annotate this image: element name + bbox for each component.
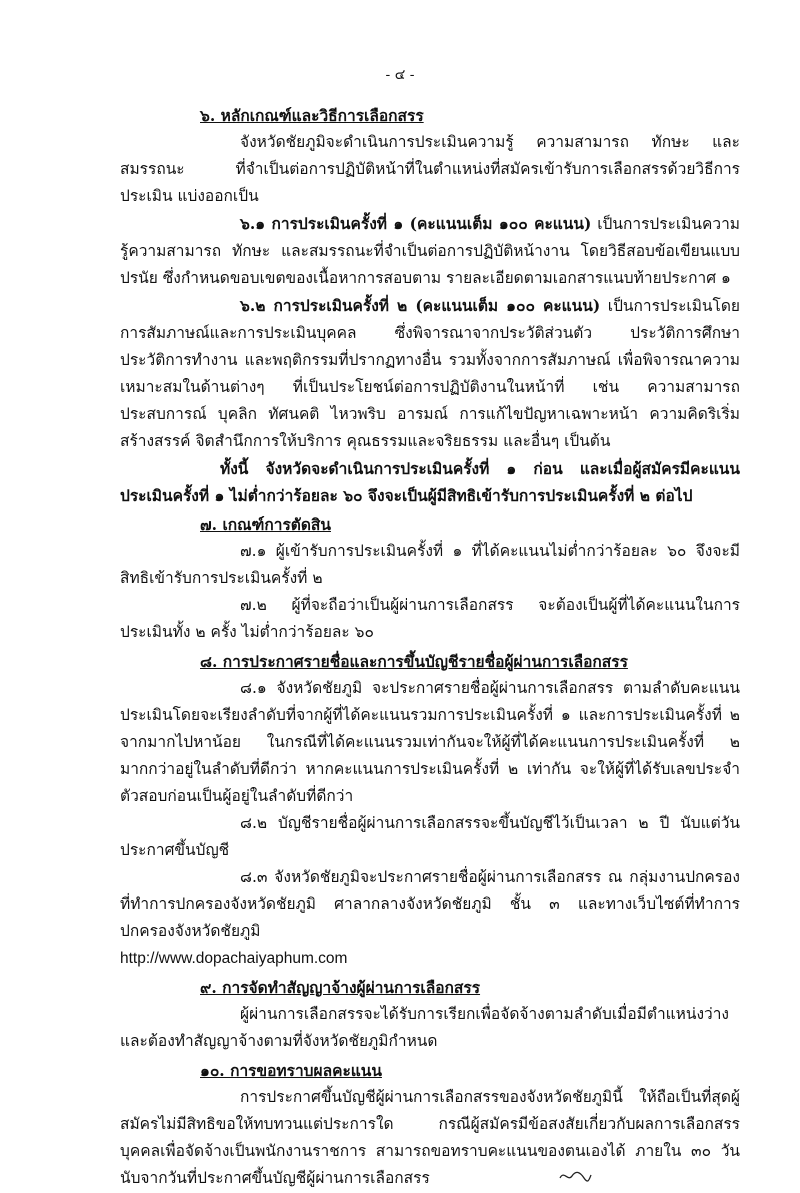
section-6-1-paragraph	[120, 210, 740, 292]
section-9-heading: ๙. การจัดทำสัญญาจ้างผู้ผ่านการเลือกสรร	[200, 978, 481, 997]
signature-mark	[438, 1166, 592, 1193]
section-7-2-paragraph: ๗.๒ ผู้ที่จะถือว่าเป็นผู้ผ่านการเลือกสรร จะต้องเป็นผู้ที่ได้คะแนนในการประเมินทั้ง ๒ ครั้ง ไม่ต่ำกว่าร้อยละ ๖๐	[120, 596, 740, 641]
section-6-1-text: เป็นการประเมินความรู้ความสามารถ ทักษะ และสมรรถนะที่จำเป็นต่อการปฏิบัติหน้างาน โดยวิธีสอบข้อเขียนแบบปรนัย ซึ่งกำหนดขอบเขตของเนื้อหาการสอบตาม รายละเอียดตามเอกสารแนบท้ายประกาศ ๑	[120, 215, 740, 287]
section-8-1-paragraph: ๘.๑ จังหวัดชัยภูมิ จะประกาศรายชื่อผู้ผ่านการเลือกสรร ตามลำดับคะแนนประเมินโดยจะเรียงลำดับที่จากผู้ที่ได้คะแนนรวมการประเมินครั้งที่ ๑ และการประเมินครั้งที่ ๒ จากมากไปหาน้อย ในกรณีที่ได้คะแนนรวมเท่ากันจะให้ผู้ที่ได้คะแนนการประเมินครั้งที่ ๒ มากกว่าอยู่ในลำดับที่ดีกว่า หากคะแนนการประเมินครั้งที่ ๒ เท่ากัน จะให้ผู้ที่ได้รับเลขประจำตัวสอบก่อนเป็นผู้อยู่ในลำดับที่ดีกว่า	[120, 679, 740, 805]
section-6-1-lead: ๖.๑ การประเมินครั้งที่ ๑ (คะแนนเต็ม ๑๐๐ คะแนน)	[240, 214, 592, 233]
section-10-text: การประกาศขึ้นบัญชีผู้ผ่านการเลือกสรรของจังหวัดชัยภูมินี้ ให้ถือเป็นที่สุดผู้สมัครไม่มีสิทธิขอให้ทบทวนแต่ประการใด กรณีผู้สมัครมีข้อสงสัยเกี่ยวกับผลการเลือกสรรบุคคลเพื่อจัดจ้างเป็นพนักงานราชการ สามารถขอทราบคะแนนของตนเองได้ ภายใน ๓๐ วัน นับจากวันที่ประกาศขึ้นบัญชีผู้ผ่านการเลือกสรร	[120, 1088, 740, 1187]
website-link[interactable]: http://www.dopachaiyaphum.com	[120, 950, 348, 967]
section-6-intro: จังหวัดชัยภูมิจะดำเนินการประเมินความรู้ ความสามารถ ทักษะ และสมรรถนะ ที่จำเป็นต่อการปฏิบัติหน้าที่ในตำแหน่งที่สมัครเข้ารับการเลือกสรรด้วยวิธีการประเมิน แบ่งออกเป็น	[120, 133, 740, 205]
section-7-1-paragraph: ๗.๑ ผู้เข้ารับการประเมินครั้งที่ ๑ ที่ได้คะแนนไม่ต่ำกว่าร้อยละ ๖๐ จึงจะมีสิทธิเข้ารับการประเมินครั้งที่ ๒	[120, 542, 740, 587]
section-10-heading: ๑๐. การขอทราบผลคะแนน	[200, 1061, 382, 1080]
page-number: - ๔ -	[385, 67, 415, 83]
section-6-note: ทั้งนี้ จังหวัดจะดำเนินการประเมินครั้งที่ ๑ ก่อน และเมื่อผู้สมัครมีคะแนนประเมินครั้งที่ ๑ ไม่ต่ำกว่าร้อยละ ๖๐ จึงจะเป็นผู้มีสิทธิเข้ารับการประเมินครั้งที่ ๒ ต่อไป	[120, 459, 740, 505]
section-6-2-text: เป็นการประเมินโดยการสัมภาษณ์และการประเมินบุคคล ซึ่งพิจารณาจากประวัติส่วนตัว ประวัติการศึกษา ประวัติการทำงาน และพฤติกรรมที่ปรากฏทางอื่น รวมทั้งจากการสัมภาษณ์ เพื่อพิจารณาความเหมาะสมในด้านต่างๆ ที่เป็นประโยชน์ต่อการปฏิบัติงานในหน้าที่ เช่น ความสามารถ ประสบการณ์ บุคลิก ทัศนคติ ไหวพริบ อารมณ์ การแก้ไขปัญหาเฉพาะหน้า ความคิดริเริ่มสร้างสรรค์ จิตสำนึกการให้บริการ คุณธรรมและจริยธรรม และอื่นๆ เป็นต้น	[120, 297, 740, 450]
section-10-paragraph	[120, 1084, 740, 1193]
section-8-heading: ๘. การประกาศรายชื่อและการขึ้นบัญชีรายชื่อผู้ผ่านการเลือกสรร	[200, 652, 628, 671]
document-body	[120, 102, 740, 1193]
section-6-2-paragraph	[120, 292, 740, 455]
section-6-2-lead: ๖.๒ การประเมินครั้งที่ ๒ (คะแนนเต็ม ๑๐๐ คะแนน)	[240, 296, 601, 315]
section-6-heading: ๖. หลักเกณฑ์และวิธีการเลือกสรร	[200, 106, 424, 125]
section-7-heading: ๗. เกณฑ์การตัดสิน	[200, 515, 331, 534]
section-9-paragraph: ผู้ผ่านการเลือกสรรจะได้รับการเรียกเพื่อจัดจ้างตามลำดับเมื่อมีตำแหน่งว่างและต้องทำสัญญาจ้างตามที่จังหวัดชัยภูมิกำหนด	[120, 1005, 729, 1050]
section-8-2-paragraph: ๘.๒ บัญชีรายชื่อผู้ผ่านการเลือกสรรจะขึ้นบัญชีไว้เป็นเวลา ๒ ปี นับแต่วันประกาศขึ้นบัญชี	[120, 814, 740, 859]
section-8-3-paragraph: ๘.๓ จังหวัดชัยภูมิจะประกาศรายชื่อผู้ผ่านการเลือกสรร ณ กลุ่มงานปกครอง ที่ทำการปกครองจังหวัดชัยภูมิ ศาลากลางจังหวัดชัยภูมิ ชั้น ๓ และทางเว็บไซต์ที่ทำการปกครองจังหวัดชัยภูมิ	[120, 868, 740, 940]
